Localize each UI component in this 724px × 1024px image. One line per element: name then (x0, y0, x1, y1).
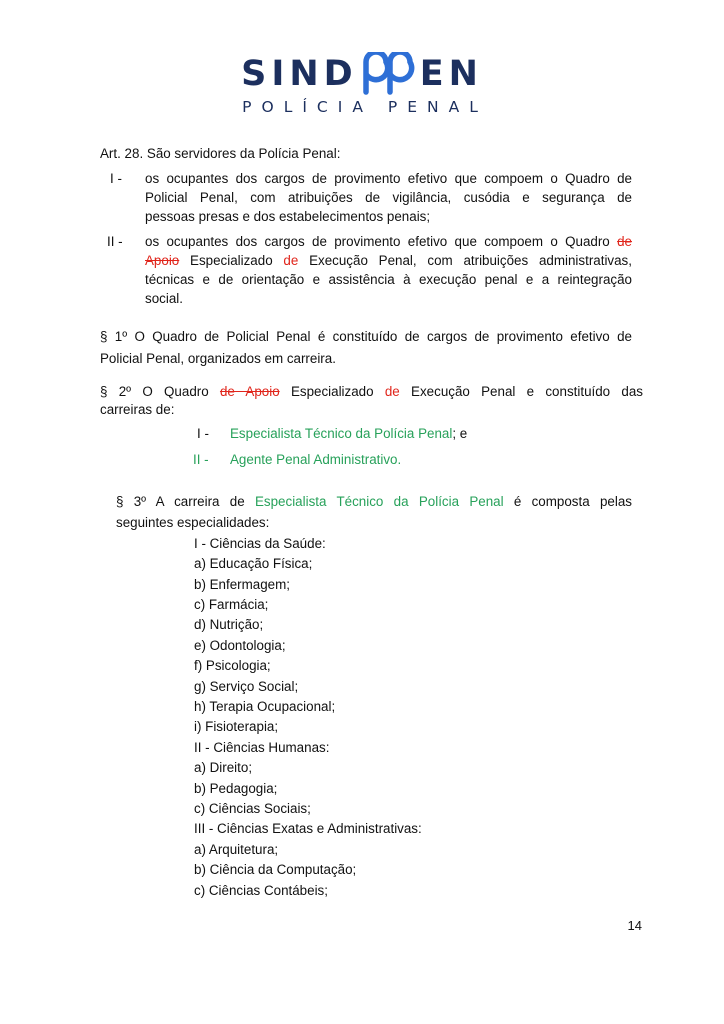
list-item: b) Enfermagem; (194, 577, 291, 592)
paragraph-2-line: carreiras de: (100, 402, 175, 417)
career-item (230, 426, 467, 441)
logo-text-left: SIND (241, 54, 358, 94)
list-item: g) Serviço Social; (194, 679, 299, 694)
list-item: II - Ciências Humanas: (194, 740, 330, 755)
list-item: e) Odontologia; (194, 638, 286, 653)
text-line: social. (145, 291, 183, 306)
list-item: h) Terapia Ocupacional; (194, 699, 336, 714)
list-item: d) Nutrição; (194, 617, 264, 632)
item-marker: II - (107, 234, 123, 249)
list-item: b) Pedagogia; (194, 781, 278, 796)
list-item: I - Ciências da Saúde: (194, 536, 326, 551)
text-line: técnicas e de orientação e assistência à execução penal e a reintegração (145, 272, 632, 287)
paragraph-2-line (100, 384, 643, 399)
struck-text: de Apoio (219, 384, 280, 399)
text-span: Especializado (290, 384, 374, 399)
paragraph-3-line: seguintes especialidades: (116, 515, 270, 530)
item-marker: II - (193, 452, 209, 467)
list-item: b) Ciência da Computação; (194, 862, 357, 877)
header-logo (0, 52, 724, 116)
text-span: Execução Penal, com atribuições administrativas, (309, 253, 632, 268)
struck-text: de (617, 234, 632, 249)
list-item: III - Ciências Exatas e Administrativas: (194, 821, 422, 836)
list-item: f) Psicologia; (194, 658, 271, 673)
green-text: Especialista Técnico da Polícia Penal (230, 426, 453, 441)
text-line (145, 253, 632, 268)
paragraph-3-line (116, 494, 632, 509)
logo-wordmark (241, 52, 483, 96)
text-line: pessoas presas e dos estabelecimentos penais; (145, 209, 431, 224)
green-text: Especialista Técnico da Polícia Penal (254, 494, 504, 509)
list-item: a) Direito; (194, 760, 253, 775)
text-span: ; e (452, 426, 468, 441)
list-item: i) Fisioterapia; (194, 719, 279, 734)
list-item: a) Arquitetura; (194, 842, 279, 857)
list-item: c) Farmácia; (194, 597, 269, 612)
text-line: os ocupantes dos cargos de provimento efetivo que compoem o Quadro de (145, 171, 632, 186)
text-span: é composta pelas (513, 494, 632, 509)
text-span: Execução Penal e constituído das (411, 384, 643, 399)
paragraph-1-line: § 1º O Quadro de Policial Penal é constituído de cargos de provimento efetivo de (100, 329, 632, 344)
text-span: Especializado (190, 253, 273, 268)
list-item: c) Ciências Contábeis; (194, 883, 328, 898)
career-item: Agente Penal Administrativo. (230, 452, 402, 467)
article-heading: Art. 28. São servidores da Polícia Penal: (100, 146, 341, 161)
pp-logo-icon (360, 52, 418, 96)
paragraph-1-line: Policial Penal, organizados em carreira. (100, 351, 336, 366)
text-span: os ocupantes dos cargos de provimento efetivo que compoem o Quadro (145, 234, 610, 249)
item-marker: I - (197, 426, 209, 441)
text-line (145, 234, 632, 249)
logo-subtitle: POLÍCIA PENAL (242, 98, 488, 116)
red-text: de (283, 253, 299, 268)
item-marker: I - (110, 171, 122, 186)
struck-text: Apoio (145, 253, 180, 268)
text-span: § 3º A carreira de (116, 494, 245, 509)
list-item: a) Educação Física; (194, 556, 313, 571)
text-line: Policial Penal, com atribuições de vigilância, cusódia e segurança de (145, 190, 632, 205)
page-number: 14 (627, 918, 642, 933)
logo-text-right: EN (419, 54, 483, 94)
red-text: de (384, 384, 400, 399)
list-item: c) Ciências Sociais; (194, 801, 311, 816)
text-span: § 2º O Quadro (100, 384, 209, 399)
